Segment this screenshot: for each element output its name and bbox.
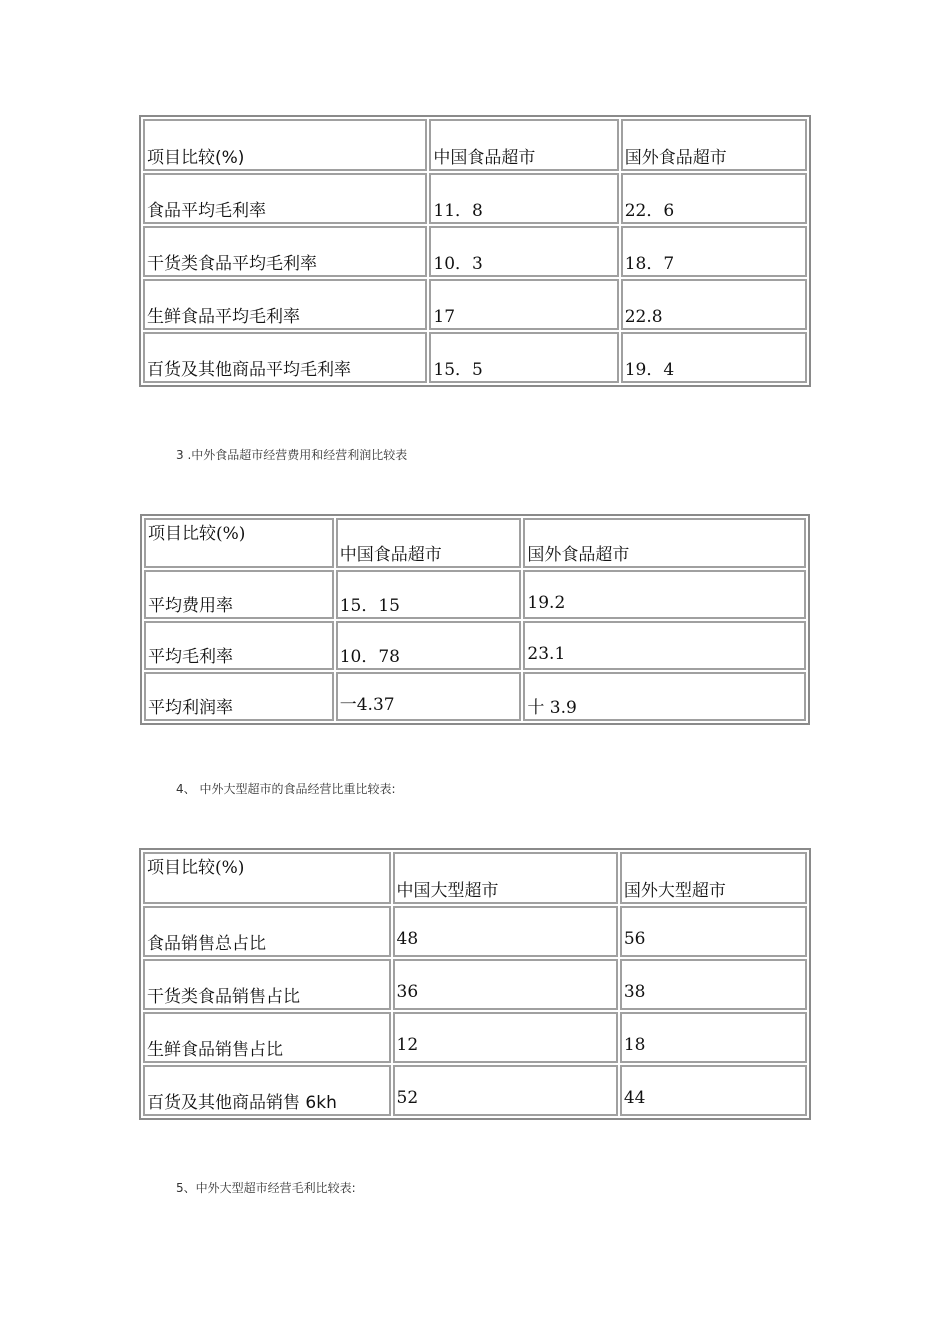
foreign-value: 19．4	[621, 332, 807, 383]
row-label: 平均利润率	[144, 672, 334, 721]
table-row	[143, 173, 807, 224]
row-label: 生鲜食品平均毛利率	[143, 279, 427, 330]
foreign-value: 23.1	[523, 621, 806, 670]
header-cell: 中国食品超市	[336, 518, 522, 568]
foreign-value: 22.8	[621, 279, 807, 330]
table-row	[144, 621, 806, 670]
row-label: 食品销售总占比	[143, 906, 391, 957]
table-row	[144, 672, 806, 721]
table-row	[143, 1065, 807, 1116]
china-value: 10．3	[429, 226, 618, 277]
header-cell: 项目比较(%)	[144, 518, 334, 568]
row-label: 百货及其他商品平均毛利率	[143, 332, 427, 383]
table-row	[143, 959, 807, 1010]
china-value: 12	[393, 1012, 618, 1063]
header-cell: 国外食品超市	[523, 518, 806, 568]
foreign-value: 38	[620, 959, 807, 1010]
table2-caption: 3 .中外食品超市经营费用和经营利润比较表	[176, 448, 408, 462]
china-value: 17	[429, 279, 618, 330]
table3-caption: 4、 中外大型超市的食品经营比重比较表:	[176, 782, 396, 796]
china-value: 一4.37	[336, 672, 522, 721]
header-cell: 项目比较(%)	[143, 119, 427, 171]
china-value: 36	[393, 959, 618, 1010]
table-row	[144, 570, 806, 619]
table-row	[143, 226, 807, 277]
foreign-value: 18	[620, 1012, 807, 1063]
cost-profit-table	[140, 514, 810, 725]
header-cell: 项目比较(%)	[143, 852, 391, 904]
table-row	[143, 279, 807, 330]
foreign-value: 56	[620, 906, 807, 957]
foreign-value: 44	[620, 1065, 807, 1116]
table-header-row	[143, 852, 807, 904]
table-header-row	[144, 518, 806, 568]
china-value: 15．5	[429, 332, 618, 383]
china-value: 52	[393, 1065, 618, 1116]
row-label: 平均毛利率	[144, 621, 334, 670]
row-label: 生鲜食品销售占比	[143, 1012, 391, 1063]
foreign-value: 十 3.9	[523, 672, 806, 721]
table-row	[143, 906, 807, 957]
foreign-value: 18．7	[621, 226, 807, 277]
row-label: 食品平均毛利率	[143, 173, 427, 224]
foreign-value: 19.2	[523, 570, 806, 619]
china-value: 11．8	[429, 173, 618, 224]
table-row	[143, 332, 807, 383]
header-cell: 国外大型超市	[620, 852, 807, 904]
table-row	[143, 1012, 807, 1063]
china-value: 10．78	[336, 621, 522, 670]
foreign-value: 22．6	[621, 173, 807, 224]
header-cell: 中国食品超市	[429, 119, 618, 171]
china-value: 48	[393, 906, 618, 957]
table4-caption: 5、中外大型超市经营毛利比较表:	[176, 1181, 356, 1195]
row-label: 平均费用率	[144, 570, 334, 619]
food-share-table	[139, 848, 811, 1120]
china-value: 15．15	[336, 570, 522, 619]
table-header-row	[143, 119, 807, 171]
header-cell: 中国大型超市	[393, 852, 618, 904]
row-label: 干货类食品销售占比	[143, 959, 391, 1010]
row-label: 百货及其他商品销售 6kh	[143, 1065, 391, 1116]
header-cell: 国外食品超市	[621, 119, 807, 171]
gross-margin-table	[139, 115, 811, 387]
row-label: 干货类食品平均毛利率	[143, 226, 427, 277]
